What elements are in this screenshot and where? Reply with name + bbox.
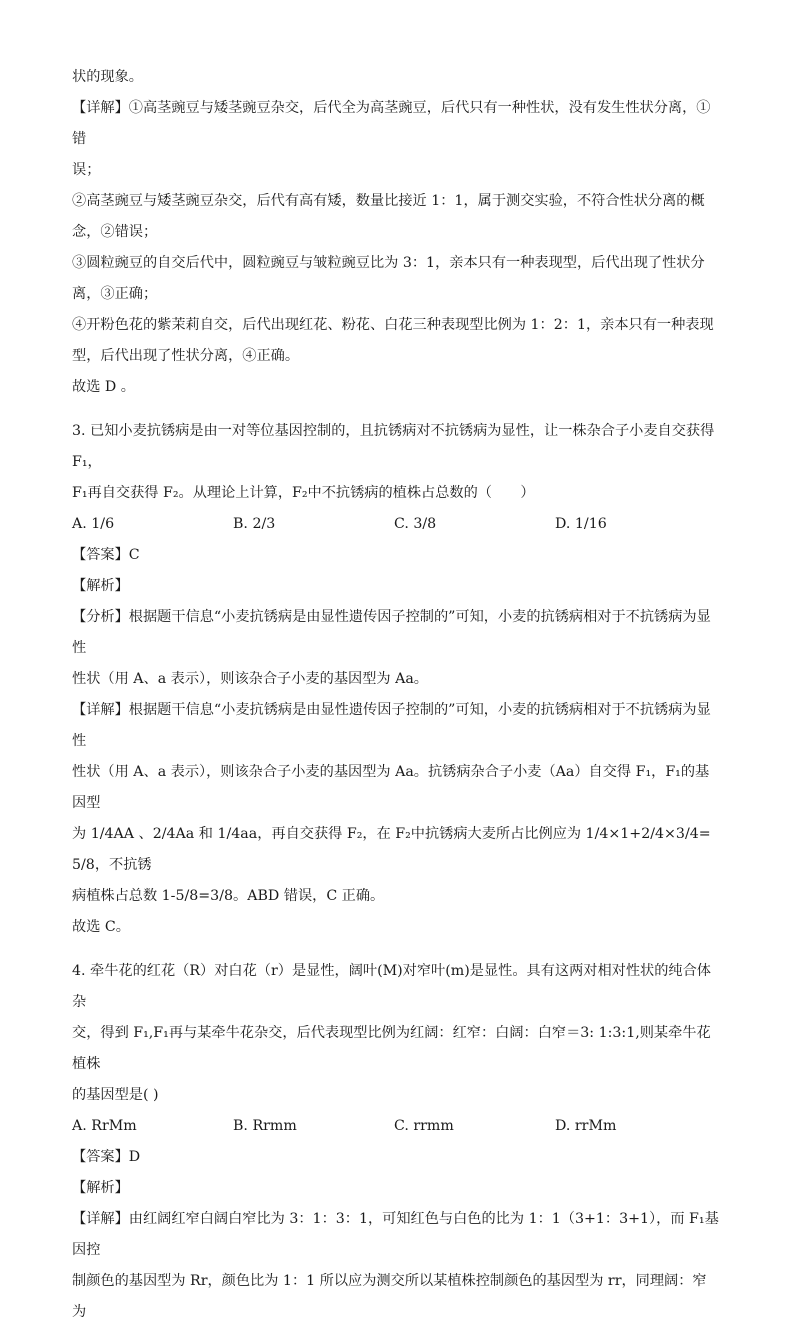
question-stem: F₁再自交获得 F₂。从理论上计算，F₂中不抗锈病的植株占总数的（ ）	[72, 485, 535, 501]
text-line: 离，③正确；	[72, 286, 158, 302]
option-d: D. rrMm	[555, 1118, 617, 1134]
option-b: B. 2/3	[233, 516, 276, 532]
question-stem: 的基因型是( )	[72, 1087, 159, 1103]
analysis-line: 为 1/4AA 、2/4Aa 和 1/4aa，再自交获得 F₂，在 F₂中抗锈病大麦所占比例应为 1/4×1+2/4×3/4=5/8，不抗锈	[72, 826, 711, 873]
answer-line: 【答案】D	[72, 1149, 141, 1165]
text-line: 念，②错误；	[72, 224, 158, 240]
text-line: 故选 D 。	[72, 379, 135, 395]
analysis-label: 【解析】	[72, 1180, 129, 1196]
analysis-line: 病植株占总数 1-5/8=3/8。ABD 错误，C 正确。	[72, 888, 385, 904]
analysis-line: 【详解】由红阔红窄白阔白窄比为 3：1：3：1，可知红色与白色的比为 1：1（3+1：3+1），而 F₁基因控	[72, 1211, 719, 1258]
option-d: D. 1/16	[555, 516, 607, 532]
question-4	[72, 956, 720, 1328]
text-line: 状的现象。	[72, 69, 143, 85]
options-row	[72, 509, 720, 540]
options-row	[72, 1111, 720, 1142]
previous-explanation	[72, 62, 720, 403]
answer-line: 【答案】C	[72, 547, 140, 563]
text-line: 型，后代出现了性状分离，④正确。	[72, 348, 300, 364]
analysis-line: 制颜色的基因型为 Rr，颜色比为 1：1 所以应为测交所以某植株控制颜色的基因型为 rr，同理阔：窄为	[72, 1273, 707, 1320]
text-line: 【详解】①高茎豌豆与矮茎豌豆杂交，后代全为高茎豌豆，后代只有一种性状，没有发生性状分离，①错	[72, 100, 711, 147]
analysis-line: 故选 C。	[72, 919, 130, 935]
analysis-label: 【解析】	[72, 578, 129, 594]
text-line: 误；	[72, 162, 101, 178]
option-c: C. rrmm	[394, 1118, 454, 1134]
analysis-line: 性状（用 A、a 表示），则该杂合子小麦的基因型为 Aa。抗锈病杂合子小麦（Aa）自交得 F₁，F₁的基因型	[72, 764, 710, 811]
text-line: ④开粉色花的紫茉莉自交，后代出现红花、粉花、白花三种表现型比例为 1：2：1，亲本只有一种表现	[72, 317, 714, 333]
question-3	[72, 416, 720, 943]
analysis-line: 【详解】根据题干信息“小麦抗锈病是由显性遗传因子控制的”可知，小麦的抗锈病相对于不抗锈病为显性	[72, 702, 711, 749]
option-a: A. 1/6	[72, 516, 115, 532]
option-b: B. Rrmm	[233, 1118, 297, 1134]
question-stem: 4. 牵牛花的红花（R）对白花（r）是显性，阔叶(M)对窄叶(m)是显性。具有这两对相对性状的纯合体杂	[72, 963, 711, 1010]
question-stem: 交，得到 F₁,F₁再与某牵牛花杂交，后代表现型比例为红阔：红窄：白阔：白窄＝3: 1:3:1,则某牵牛花植株	[72, 1025, 711, 1072]
analysis-line: 【分析】根据题干信息“小麦抗锈病是由显性遗传因子控制的”可知，小麦的抗锈病相对于不抗锈病为显性	[72, 609, 711, 656]
text-line: ②高茎豌豆与矮茎豌豆杂交，后代有高有矮，数量比接近 1：1，属于测交实验，不符合性状分离的概	[72, 193, 705, 209]
question-stem: 3. 已知小麦抗锈病是由一对等位基因控制的，且抗锈病对不抗锈病为显性，让一株杂合子小麦自交获得 F₁，	[72, 423, 719, 470]
analysis-line: 性状（用 A、a 表示），则该杂合子小麦的基因型为 Aa。	[72, 671, 428, 687]
option-a: A. RrMm	[72, 1118, 137, 1134]
option-c: C. 3/8	[394, 516, 437, 532]
text-line: ③圆粒豌豆的自交后代中，圆粒豌豆与皱粒豌豆比为 3：1，亲本只有一种表现型，后代出现了性状分	[72, 255, 705, 271]
